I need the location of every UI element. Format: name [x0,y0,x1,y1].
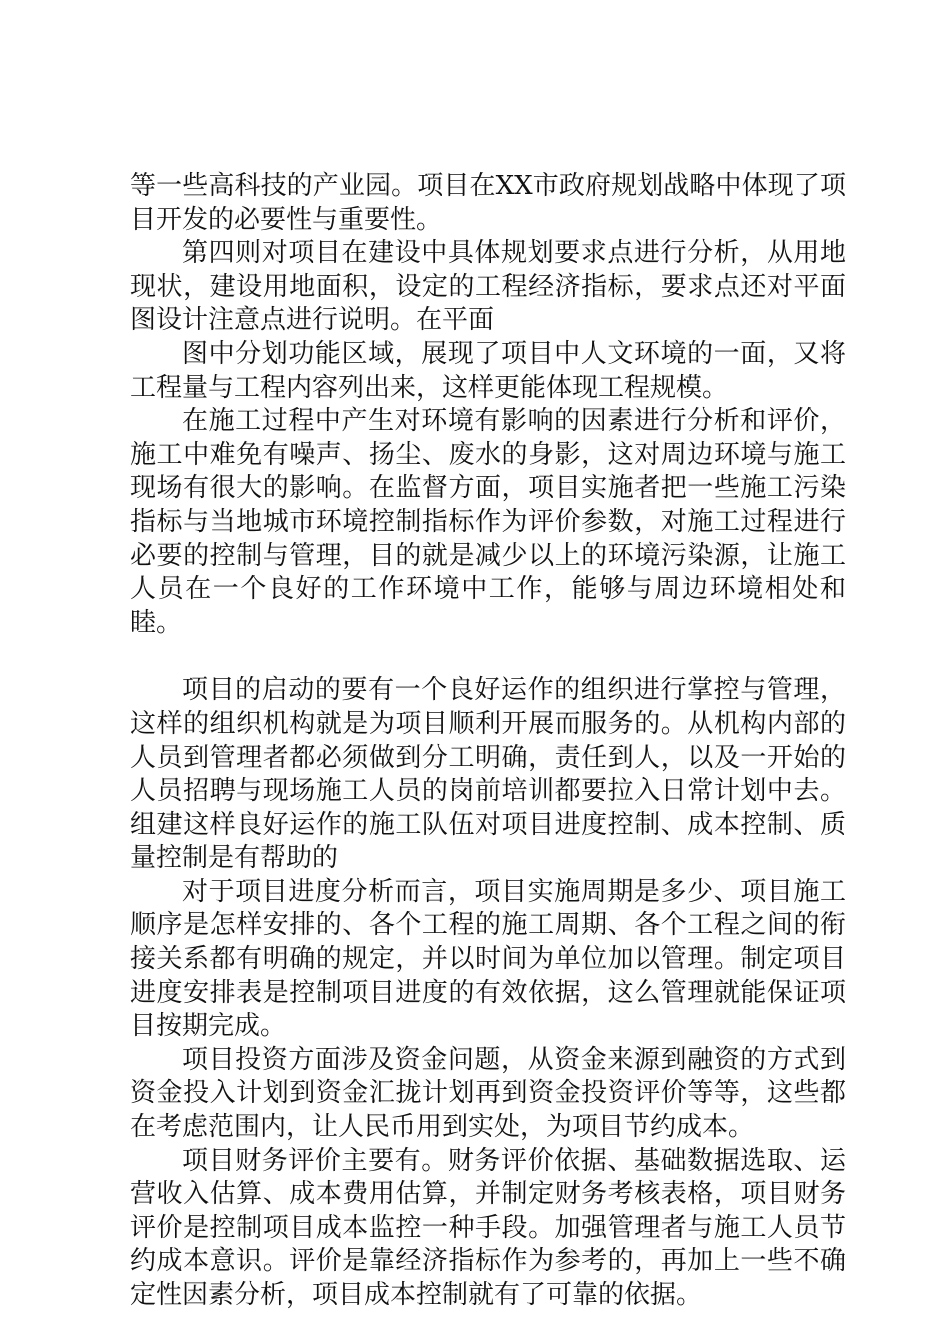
paragraph-3: 图中分划功能区域，展现了项目中人文环境的一面，又将工程量与工程内容列出来，这样更能体现工程规模。 [130,338,846,403]
paragraph-spacer [130,640,846,674]
paragraph-1: 等一些高科技的产业园。项目在XX市政府规划战略中体现了项目开发的必要性与重要性。 [130,171,846,235]
paragraph-4: 在施工过程中产生对环境有影响的因素进行分析和评价，施工中难免有噪声、扬尘、废水的身影，这对周边环境与施工现场有很大的影响。在监督方面，项目实施者把一些施工污染指标与当地城市环境控制指标作为评价参数，对施工过程进行必要的控制与管理，目的就是减少以上的环境污染源，让施工人员在一个良好的工作环境中工作，能够与周边环境相处和睦。 [130,406,846,638]
paragraph-5: 项目的启动的要有一个良好运作的组织进行掌控与管理，这样的组织机构就是为项目顺利开展而服务的。从机构内部的人员到管理者都必须做到分工明确，责任到人，以及一开始的人员招聘与现场施工人员的岗前培训都要拉入日常计划中去。组建这样良好运作的施工队伍对项目进度控制、成本控制、质量控制是有帮助的 [130,675,846,874]
paragraph-6: 对于项目进度分析而言，项目实施周期是多少、项目施工顺序是怎样安排的、各个工程的施工周期、各个工程之间的衔接关系都有明确的规定，并以时间为单位加以管理。制定项目进度安排表是控制项目进度的有效依据，这么管理就能保证项目按期完成。 [130,876,846,1042]
document-body [130,170,846,1313]
paragraph-7: 项目投资方面涉及资金问题，从资金来源到融资的方式到资金投入计划到资金汇拢计划再到资金投资评价等等，这些都在考虑范围内，让人民币用到实处，为项目节约成本。 [130,1044,846,1143]
paragraph-2: 第四则对项目在建设中具体规划要求点进行分析，从用地现状，建设用地面积，设定的工程经济指标，要求点还对平面图设计注意点进行说明。在平面 [130,238,846,336]
paragraph-8: 项目财务评价主要有。财务评价依据、基础数据选取、运营收入估算、成本费用估算，并制定财务考核表格，项目财务评价是控制项目成本监控一种手段。加强管理者与施工人员节约成本意识。评价是靠经济指标作为参考的，再加上一些不确定性因素分析，项目成本控制就有了可靠的依据。 [130,1145,846,1310]
